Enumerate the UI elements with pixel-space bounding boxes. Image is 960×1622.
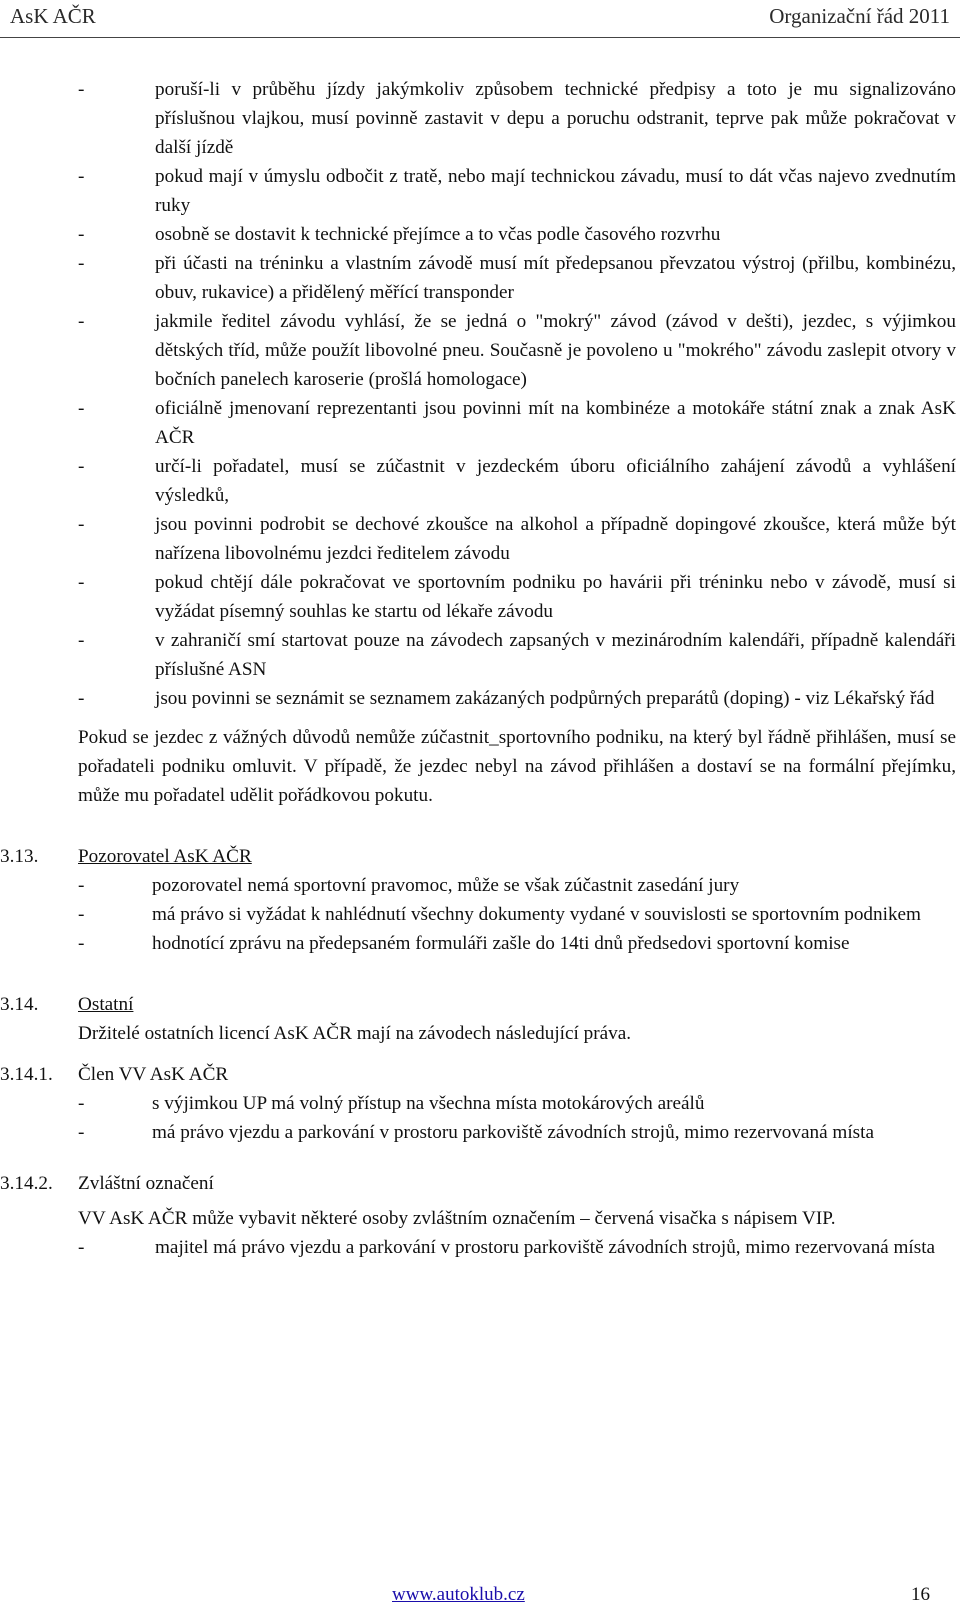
page-footer	[0, 1584, 960, 1612]
dash-bullet: -	[78, 572, 85, 593]
header-left: AsK AČR	[10, 4, 96, 28]
document-body	[0, 75, 956, 1262]
dash-bullet: -	[78, 1093, 85, 1114]
list-item: - má právo si vyžádat k nahlédnutí všechny dokumenty vydané v souvislosti se sportovním podnikem	[78, 900, 956, 929]
dash-bullet: -	[78, 630, 85, 651]
dash-bullet: -	[78, 398, 85, 419]
header-right: Organizační řád 2011	[769, 4, 950, 28]
vv-member-list	[78, 1089, 956, 1147]
page-header	[10, 4, 950, 34]
observer-list	[78, 871, 956, 958]
section-3-14-2-intro: VV AsK AČR může vybavit některé osoby zvláštním označením – červená visačka s nápisem VIP.	[78, 1208, 836, 1229]
list-item: - určí-li pořadatel, musí se zúčastnit v jezdeckém úboru oficiálního zahájení závodů a vyhlášení výsledků,	[78, 452, 956, 510]
list-item: - s výjimkou UP má volný přístup na všechna místa motokárových areálů	[78, 1089, 956, 1118]
list-item: - osobně se dostavit k technické přejímce a to včas podle časového rozvrhu	[78, 220, 956, 249]
list-item: - pozorovatel nemá sportovní pravomoc, může se však zúčastnit zasedání jury	[78, 871, 956, 900]
dash-bullet: -	[78, 311, 85, 332]
rider-obligations-list	[78, 75, 956, 713]
dash-bullet: -	[78, 253, 85, 274]
website-link[interactable]: www.autoklub.cz	[392, 1584, 525, 1605]
section-3-13-heading: 3.13. Pozorovatel AsK AČR	[78, 842, 956, 871]
section-3-14-2-heading: 3.14.2. Zvláštní označení	[78, 1169, 956, 1198]
list-item: - při účasti na tréninku a vlastním závodě musí mít předepsanou převzatou výstroj (přilbu, kombinézu, obuv, rukavice) a přidělený měřící transponder	[78, 249, 956, 307]
section-title: Zvláštní označení	[78, 1173, 214, 1194]
list-item: - majitel má právo vjezdu a parkování v prostoru parkoviště závodních strojů, mimo rezervovaná místa	[78, 1233, 956, 1262]
vip-list	[78, 1233, 956, 1262]
list-item: - jsou povinni se seznámit se seznamem zakázaných podpůrných preparátů (doping) - viz Lékařský řád	[78, 684, 956, 713]
list-item: - pokud chtějí dále pokračovat ve sportovním podniku po havárii při tréninku nebo v závodě, musí si vyžádat písemný souhlas ke startu od lékaře závodu	[78, 568, 956, 626]
list-item: - jsou povinni podrobit se dechové zkoušce na alkohol a případně dopingové zkoušce, která může být nařízena libovolnému jezdci ředitelem závodu	[78, 510, 956, 568]
dash-bullet: -	[78, 79, 85, 100]
section-title: Pozorovatel AsK AČR	[78, 846, 252, 867]
dash-bullet: -	[78, 904, 85, 925]
list-item: - jakmile ředitel závodu vyhlásí, že se jedná o "mokrý" závod (závod v dešti), jezdec, s výjimkou dětských tříd, může použít libovolné pneu. Současně je povoleno u "mokrého" závodu zaslepit otvory v bočních panelech karoserie (prošlá homologace)	[78, 307, 956, 394]
section-3-14-heading: 3.14. Ostatní	[78, 990, 956, 1019]
list-item: - poruší-li v průběhu jízdy jakýmkoliv způsobem technické předpisy a toto je mu signalizováno příslušnou vlajkou, musí povinně zastavit v depu a poruchu odstranit, teprve pak může pokračovat v další jízdě	[78, 75, 956, 162]
dash-bullet: -	[78, 875, 85, 896]
list-item: - hodnotící zprávu na předepsaném formuláři zašle do 14ti dnů předsedovi sportovní komise	[78, 929, 956, 958]
dash-bullet: -	[78, 456, 85, 477]
section-3-14-1-heading: 3.14.1. Člen VV AsK AČR	[78, 1060, 956, 1089]
excuse-paragraph: Pokud se jezdec z vážných důvodů nemůže zúčastnit_sportovního podniku, na který byl řádně přihlášen, musí se pořadateli podniku omluvit. V případě, že jezdec nebyl na závod přihlášen a dostaví se na formální přejímku, může mu pořadatel udělit pořádkovou pokutu.	[78, 727, 956, 806]
dash-bullet: -	[78, 688, 85, 709]
section-3-14-intro: Držitelé ostatních licencí AsK AČR mají na závodech následující práva.	[78, 1023, 632, 1044]
dash-bullet: -	[78, 1237, 85, 1258]
list-item: - má právo vjezdu a parkování v prostoru parkoviště závodních strojů, mimo rezervovaná místa	[78, 1118, 956, 1147]
dash-bullet: -	[78, 933, 85, 954]
dash-bullet: -	[78, 224, 85, 245]
dash-bullet: -	[78, 514, 85, 535]
list-item: - v zahraničí smí startovat pouze na závodech zapsaných v mezinárodním kalendáři, případně kalendáři příslušné ASN	[78, 626, 956, 684]
header-divider	[0, 37, 960, 38]
page-number: 16	[911, 1584, 930, 1605]
list-item: - pokud mají v úmyslu odbočit z tratě, nebo mají technickou závadu, musí to dát včas najevo zvednutím ruky	[78, 162, 956, 220]
list-item: - oficiálně jmenovaní reprezentanti jsou povinni mít na kombinéze a motokáře státní znak a znak AsK AČR	[78, 394, 956, 452]
dash-bullet: -	[78, 166, 85, 187]
dash-bullet: -	[78, 1122, 85, 1143]
section-title: Ostatní	[78, 994, 134, 1015]
section-title: Člen VV AsK AČR	[78, 1064, 229, 1085]
